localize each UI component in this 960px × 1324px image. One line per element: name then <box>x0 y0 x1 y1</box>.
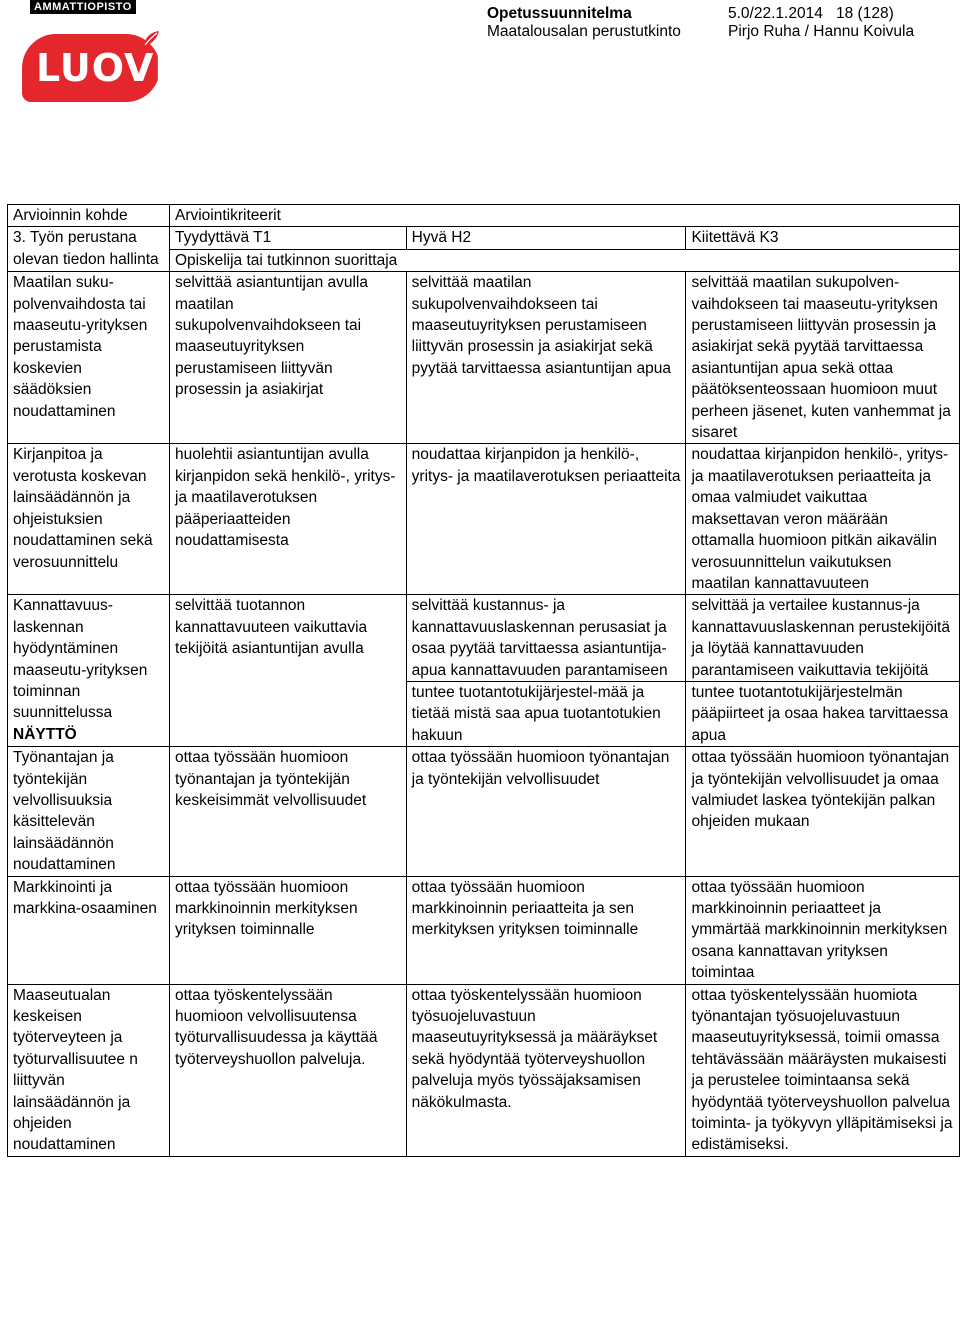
row-t1: selvittää tuotannon kannattavuuteen vaikuttavia tekijöitä asiantuntijan avulla <box>169 595 406 747</box>
row-target: Maaseutualan keskeisen työterveyteen ja työturvallisuutee n liittyvän lainsäädännön ja ohjeiden noudattaminen <box>8 984 170 1156</box>
row-target: Markkinointi ja markkina-osaaminen <box>8 876 170 984</box>
row-k3: selvittää ja vertailee kustannus-ja kannattavuuslaskennan perustekijöitä ja löytää kannattavuuden parantamiseen vaikuttavia tekijöitä <box>686 595 960 682</box>
row-h2: noudattaa kirjanpidon ja henkilö-, yritys- ja maatilaverotuksen periaatteita <box>406 444 686 595</box>
row-t1: ottaa työssään huomioon markkinoinnin merkityksen yrityksen toiminnalle <box>169 876 406 984</box>
document-version: 5.0/22.1.2014 <box>728 5 823 22</box>
row-k3: selvittää maatilan sukupolven-vaihdokseen tai maaseutu-yrityksen perustamiseen liittyvän prosessin ja asiakirjat sekä pyytää tarvittaessa asiantuntijan apua sekä ottaa päätöksenteossaan huomioon muut perheen jäsenet, kuten vanhemmat ja sisaret <box>686 272 960 444</box>
row-h2: tuntee tuotantotukijärjestel-mää ja tietää mistä saa apua tuotantotukien hakuun <box>406 681 686 746</box>
row-h2: ottaa työssään huomioon työnantajan ja työntekijän velvollisuudet <box>406 747 686 876</box>
grade-k3: Kiitettävä K3 <box>686 227 960 249</box>
row-t1: huolehtii asiantuntijan avulla kirjanpidon sekä henkilö-, yritys- ja maatilaverotuksen pääperiaatteiden noudattamisesta <box>169 444 406 595</box>
row-k3: ottaa työssään huomioon markkinoinnin periaatteet ja ymmärtää markkinoinnin merkityksen osana kannattavan yrityksen toimintaa <box>686 876 960 984</box>
row-t1: selvittää asiantuntijan avulla maatilan sukupolvenvaihdokseen tai maaseutuyrityksen perustamiseen liittyvän prosessin ja asiakirjat <box>169 272 406 444</box>
row-t1: ottaa työskentelyssään huomioon velvollisuutensa työturvallisuudessa ja käyttää työterveyshuollon palveluja. <box>169 984 406 1156</box>
row-k3: tuntee tuotantotukijärjestelmän pääpiirteet ja osaa hakea tarvittaessa apua <box>686 681 960 746</box>
row-k3: ottaa työskentelyssään huomiota työnantajan työsuojeluvastuun maaseutuyrityksessä, toimii omassa tehtävässään määräysten mukaisesti ja perustelee toimintaansa sekä hyödyntää työterveyshuollon palvelua toiminta- ja työkyvyn ylläpitämiseksi ja edistämiseksi. <box>686 984 960 1156</box>
table-row <box>8 444 960 595</box>
row-h2: ottaa työssään huomioon markkinoinnin periaatteita ja sen merkityksen yrityksen toiminnalle <box>406 876 686 984</box>
grade-h2: Hyvä H2 <box>406 227 686 249</box>
naytto-label: NÄYTTÖ <box>13 725 77 743</box>
document-subtitle: Maatalousalan perustutkinto <box>487 23 681 40</box>
table-row <box>8 272 960 444</box>
row-t1: ottaa työssään huomioon työnantajan ja työntekijän keskeisimmät velvollisuudet <box>169 747 406 876</box>
logo-top-text: AMMATTIOPISTO <box>30 0 136 14</box>
row-h2: selvittää kustannus- ja kannattavuuslaskennan perusasiat ja osaa pyytää tarvittaessa asiantuntija-apua kannattavuuden parantamiseen <box>406 595 686 682</box>
grade-t1: Tyydyttävä T1 <box>169 227 406 249</box>
table-header-row <box>8 205 960 227</box>
row-target: Työnantajan ja työntekijän velvollisuuksia käsittelevän lainsäädännön noudattaminen <box>8 747 170 876</box>
document-title: Opetussuunnitelma <box>487 5 632 22</box>
performer-label: Opiskelija tai tutkinnon suorittaja <box>169 249 959 271</box>
table-row <box>8 984 960 1156</box>
document-authors: Pirjo Ruha / Hannu Koivula <box>728 23 915 40</box>
table-row <box>8 876 960 984</box>
row-target <box>8 595 170 747</box>
row-k3: noudattaa kirjanpidon henkilö-, yritys- ja maatilaverotuksen periaatteita ja omaa valmiudet vaikuttaa maksettavan veron määrään ottamalla huomioon pitkän aikavälin verosuunnittelun vaikutuksen maatilan kannattavuuteen <box>686 444 960 595</box>
grade-row <box>8 227 960 249</box>
leaf-icon <box>141 29 161 51</box>
page-number: 18 (128) <box>836 5 894 22</box>
row-h2: ottaa työskentelyssään huomioon työsuojeluvastuun maaseutuyrityksessä ja määräykset sekä hyödyntää työterveyshuollon palveluja myös työssäjaksamisen näkökulmasta. <box>406 984 686 1156</box>
target-title: 3. Työn perustana olevan tiedon hallinta <box>8 227 170 272</box>
row-target: Maatilan suku-polvenvaihdosta tai maaseutu-yrityksen perustamista koskevien säädöksien noudattaminen <box>8 272 170 444</box>
row-k3: ottaa työssään huomioon työnantajan ja työntekijän velvollisuudet ja omaa valmiudet laskea työntekijän palkan ohjeiden mukaan <box>686 747 960 876</box>
assessment-table <box>7 204 960 1157</box>
row-target: Kirjanpitoa ja verotusta koskevan lainsäädännön ja ohjeistuksien noudattaminen sekä verosuunnittelu <box>8 444 170 595</box>
header-criteria: Arviointikriteerit <box>169 205 959 227</box>
table-row <box>8 595 960 682</box>
table-row <box>8 747 960 876</box>
logo-brand-text: LUOVI <box>36 46 170 90</box>
header-target: Arvioinnin kohde <box>8 205 170 227</box>
luovi-logo <box>0 0 170 112</box>
row-h2: selvittää maatilan sukupolvenvaihdokseen tai maaseutuyrityksen perustamiseen liittyvän prosessin ja asiakirjat sekä pyytää tarvittaessa asiantuntijan apua <box>406 272 686 444</box>
row-target-text: Kannattavuus-laskennan hyödyntäminen maaseutu-yrityksen toiminnan suunnittelussa <box>13 597 148 722</box>
